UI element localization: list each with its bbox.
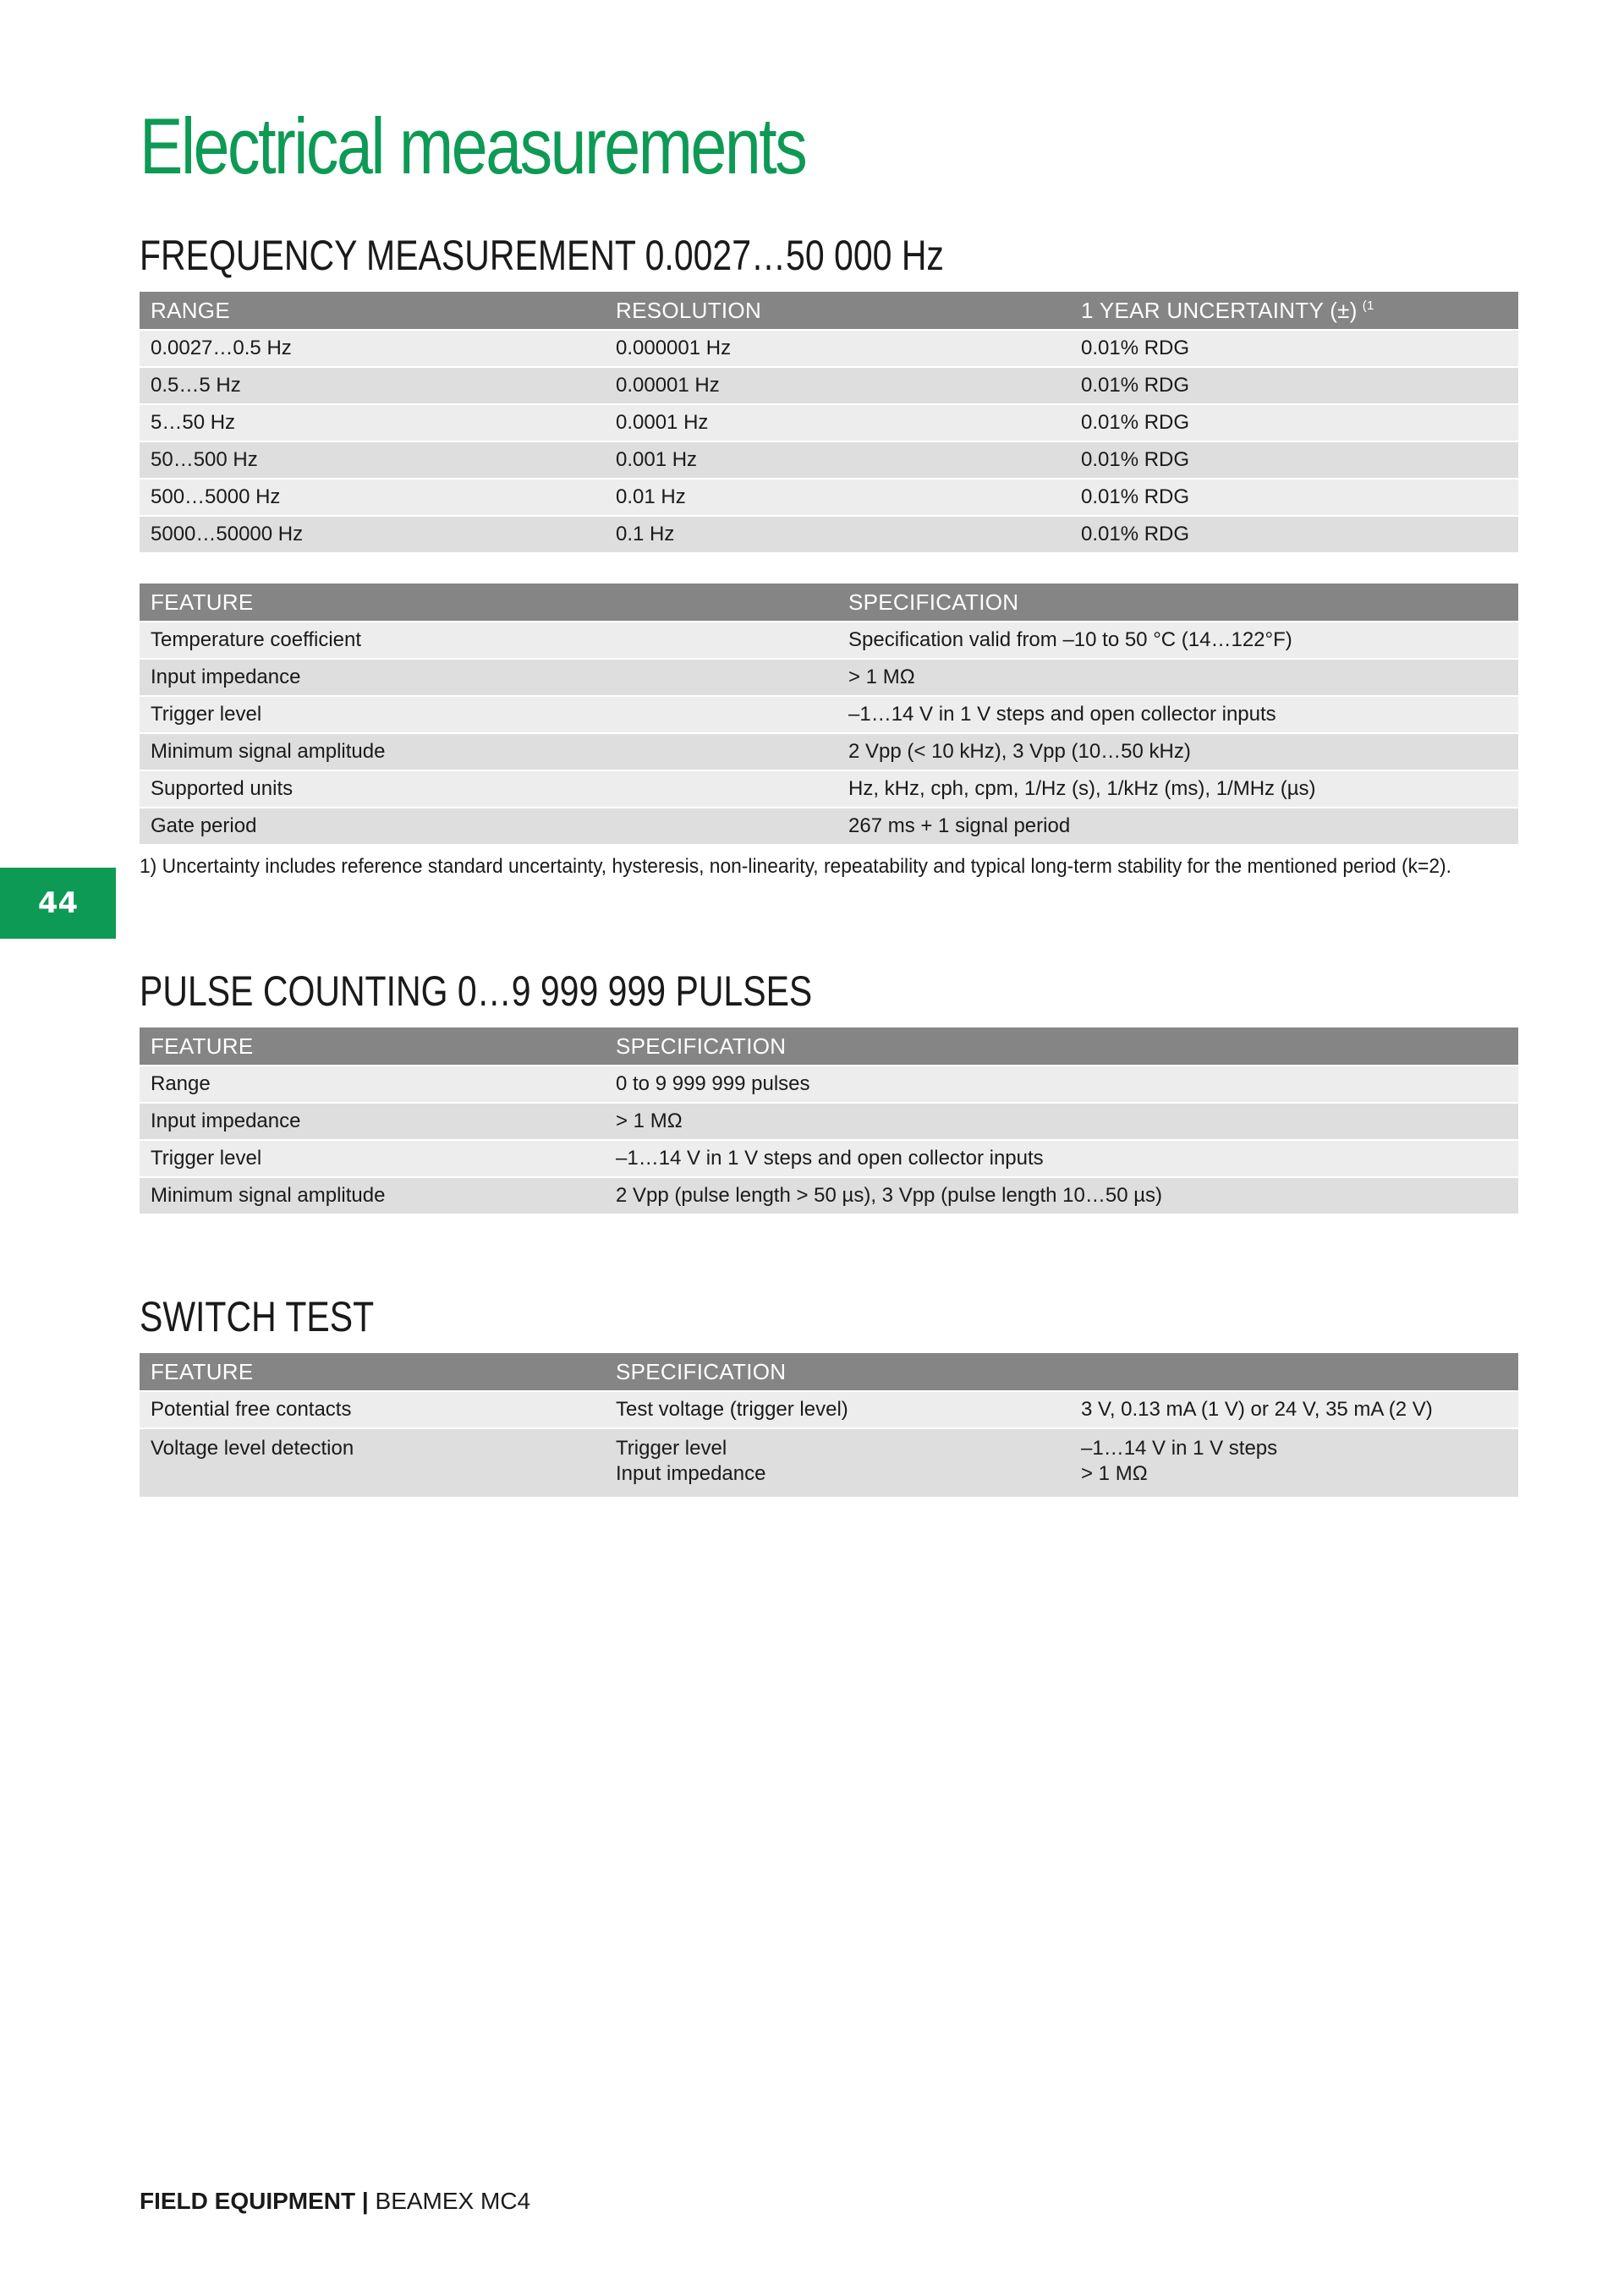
- spec-line: Trigger level: [616, 1437, 727, 1460]
- uncertainty-header-label: 1 YEAR UNCERTAINTY (±): [1081, 297, 1358, 323]
- table-cell: Minimum signal amplitude: [140, 733, 837, 770]
- table-cell: 50…500 Hz: [140, 441, 605, 479]
- table-row: [140, 733, 1518, 770]
- column-header-feature: FEATURE: [140, 584, 837, 622]
- table-cell: > 1 MΩ: [837, 659, 1518, 696]
- frequency-range-table: [140, 292, 1518, 552]
- table-cell: 0.001 Hz: [605, 441, 1070, 479]
- table-cell: Trigger level: [140, 696, 837, 733]
- table-cell: 267 ms + 1 signal period: [837, 808, 1518, 844]
- table-cell: Supported units: [140, 770, 837, 808]
- table-cell: 0.000001 Hz: [605, 330, 1070, 367]
- uncertainty-footnote: 1) Uncertainty includes reference standard uncertainty, hysteresis, non-linearity, repeatability and typical long-term stability for the mentioned period (k=2).: [140, 855, 1451, 878]
- table-row: [140, 1428, 1518, 1497]
- column-header-feature: FEATURE: [140, 1353, 605, 1391]
- table-cell: Gate period: [140, 808, 837, 844]
- table-cell: 0.1 Hz: [605, 516, 1070, 552]
- table-cell: Test voltage (trigger level): [605, 1391, 1070, 1428]
- table-cell: 0.01% RDG: [1070, 441, 1518, 479]
- column-header-specification: SPECIFICATION: [605, 1027, 1518, 1066]
- table-row: [140, 441, 1518, 479]
- table-cell: Specification valid from –10 to 50 °C (14…122°F): [837, 622, 1518, 659]
- table-cell: 0.01% RDG: [1070, 367, 1518, 404]
- table-cell: 0.01% RDG: [1070, 404, 1518, 441]
- table-cell: Input impedance: [140, 659, 837, 696]
- footer-category: FIELD EQUIPMENT: [140, 2188, 356, 2214]
- table-row: [140, 330, 1518, 367]
- table-row: [140, 367, 1518, 404]
- column-header-uncertainty: [1070, 292, 1518, 330]
- footer-separator: |: [355, 2188, 376, 2214]
- column-header-specification: SPECIFICATION: [605, 1353, 1518, 1391]
- table-cell: –1…14 V in 1 V steps and open collector inputs: [605, 1140, 1518, 1177]
- table-row: [140, 1391, 1518, 1428]
- table-row: [140, 404, 1518, 441]
- table-cell: 0.01 Hz: [605, 479, 1070, 516]
- table-cell: 500…5000 Hz: [140, 479, 605, 516]
- spec-line: Input impedance: [616, 1462, 766, 1485]
- frequency-feature-table: [140, 584, 1518, 844]
- table-header-row: [140, 1353, 1518, 1391]
- table-cell: [1070, 1428, 1518, 1497]
- table-row: [140, 659, 1518, 696]
- value-line: > 1 MΩ: [1081, 1462, 1148, 1485]
- page-title: Electrical measurements: [140, 101, 806, 190]
- footer-product: BEAMEX MC4: [375, 2188, 531, 2214]
- table-cell: Hz, kHz, cph, cpm, 1/Hz (s), 1/kHz (ms), 1/MHz (µs): [837, 770, 1518, 808]
- table-cell: 5000…50000 Hz: [140, 516, 605, 552]
- table-cell: > 1 MΩ: [605, 1103, 1518, 1140]
- table-row: [140, 1103, 1518, 1140]
- table-cell: Input impedance: [140, 1103, 605, 1140]
- page-number-badge: 44: [0, 868, 116, 939]
- table-cell: 0 to 9 999 999 pulses: [605, 1066, 1518, 1103]
- table-cell: 0.01% RDG: [1070, 479, 1518, 516]
- table-cell: Temperature coefficient: [140, 622, 837, 659]
- table-cell: [605, 1428, 1070, 1497]
- table-cell: 0.01% RDG: [1070, 330, 1518, 367]
- table-cell: 2 Vpp (< 10 kHz), 3 Vpp (10…50 kHz): [837, 733, 1518, 770]
- table-cell: Range: [140, 1066, 605, 1103]
- table-cell: 5…50 Hz: [140, 404, 605, 441]
- table-cell: 0.00001 Hz: [605, 367, 1070, 404]
- column-header-specification: SPECIFICATION: [837, 584, 1518, 622]
- table-cell: 2 Vpp (pulse length > 50 µs), 3 Vpp (pulse length 10…50 µs): [605, 1177, 1518, 1214]
- table-cell: 0.0001 Hz: [605, 404, 1070, 441]
- table-cell: 0.5…5 Hz: [140, 367, 605, 404]
- table-cell: 3 V, 0.13 mA (1 V) or 24 V, 35 mA (2 V): [1070, 1391, 1518, 1428]
- switch-feature-table: [140, 1353, 1518, 1497]
- footnote-marker: (1: [1362, 298, 1374, 313]
- pulse-feature-table: [140, 1027, 1518, 1214]
- table-cell: Potential free contacts: [140, 1391, 605, 1428]
- table-cell: Trigger level: [140, 1140, 605, 1177]
- table-cell: 0.0027…0.5 Hz: [140, 330, 605, 367]
- table-row: [140, 479, 1518, 516]
- pulse-section-title: PULSE COUNTING 0…9 999 999 PULSES: [140, 967, 813, 1015]
- table-cell: 0.01% RDG: [1070, 516, 1518, 552]
- column-header-feature: FEATURE: [140, 1027, 605, 1066]
- table-row: [140, 696, 1518, 733]
- table-cell: –1…14 V in 1 V steps and open collector inputs: [837, 696, 1518, 733]
- table-row: [140, 516, 1518, 552]
- column-header-resolution: RESOLUTION: [605, 292, 1070, 330]
- table-cell: Minimum signal amplitude: [140, 1177, 605, 1214]
- table-row: [140, 1177, 1518, 1214]
- table-header-row: [140, 292, 1518, 330]
- table-row: [140, 622, 1518, 659]
- value-line: –1…14 V in 1 V steps: [1081, 1437, 1278, 1460]
- table-header-row: [140, 1027, 1518, 1066]
- switch-section-title: SWITCH TEST: [140, 1293, 375, 1340]
- table-header-row: [140, 584, 1518, 622]
- table-row: [140, 1140, 1518, 1177]
- column-header-range: RANGE: [140, 292, 605, 330]
- frequency-section-title: FREQUENCY MEASUREMENT 0.0027…50 000 Hz: [140, 232, 944, 279]
- page-footer: [140, 2188, 530, 2215]
- table-cell: Voltage level detection: [140, 1428, 605, 1497]
- table-row: [140, 808, 1518, 844]
- table-row: [140, 770, 1518, 808]
- table-row: [140, 1066, 1518, 1103]
